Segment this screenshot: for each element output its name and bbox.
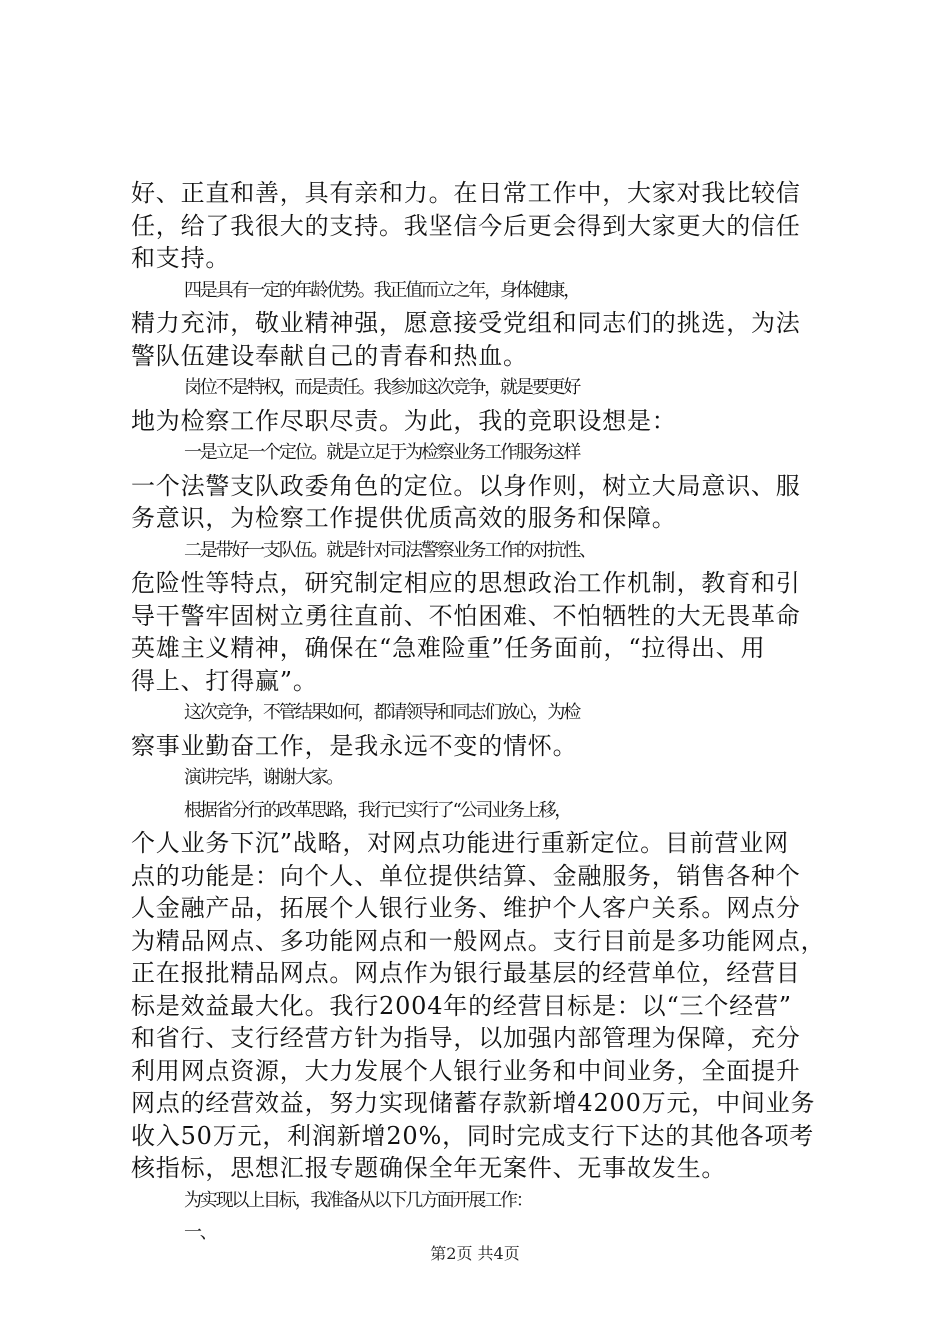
text-line: 和支持。	[131, 244, 231, 272]
page-footer: 第2页 共4页	[430, 1244, 520, 1263]
text-line: 正在报批精品网点。网点作为银行最基层的经营单位，经营目	[131, 959, 801, 987]
text-line: 务意识，为检察工作提供优质高效的服务和保障。	[131, 504, 677, 532]
text-line: 为实现以上目标，我准备从以下几方面开展工作：	[184, 1189, 532, 1211]
text-line: 个人业务下沉”战略，对网点功能进行重新定位。目前营业网	[131, 829, 789, 857]
text-line: 点的功能是：向个人、单位提供结算、金融服务，销售各种个	[131, 861, 801, 890]
text-line: 二是带好一支队伍。就是针对司法警察业务工作的对抗性、	[184, 539, 595, 561]
text-line: 岗位不是特权，而是责任。我参加这次竞争，就是要更好	[184, 377, 579, 398]
text-line: 这次竞争，不管结果如何，都请领导和同志们放心，为检	[184, 702, 579, 723]
text-line: 英雄主义精神，确保在“急难险重”任务面前，“拉得出、用	[131, 634, 766, 662]
text-line: 标是效益最大化。我行2004年的经营目标是：以“三个经营”	[131, 991, 792, 1020]
body-text	[131, 177, 831, 1250]
text-line: 危险性等特点，研究制定相应的思想政治工作机制，教育和引	[131, 569, 801, 597]
text-line: 根据省分行的改革思路，我行已实行了“公司业务上移，	[184, 799, 571, 821]
text-line: 任，给了我很大的支持。我坚信今后更会得到大家更大的信任	[131, 211, 801, 240]
text-line: 利用网点资源，大力发展个人银行业务和中间业务，全面提升	[131, 1056, 801, 1085]
text-line: 核指标，思想汇报专题确保全年无案件、无事故发生。	[131, 1154, 727, 1182]
text-line: 一、	[184, 1222, 216, 1243]
text-line: 得上、打得赢”。	[131, 666, 318, 695]
text-line: 人金融产品，拓展个人银行业务、维护个人客户关系。网点分	[131, 894, 801, 922]
text-line: 察事业勤奋工作，是我永远不变的情怀。	[131, 731, 578, 760]
text-line: 好、正直和善，具有亲和力。在日常工作中，大家对我比较信	[131, 179, 801, 207]
text-line: 警队伍建设奉献自己的青春和热血。	[131, 341, 528, 370]
text-line: 一个法警支队政委角色的定位。以身作则，树立大局意识、服	[131, 471, 801, 500]
text-line: 收入50万元，利润新增20%，同时完成支行下达的其他各项考	[131, 1121, 815, 1150]
text-line: 地为检察工作尽职尽责。为此，我的竞职设想是：	[131, 406, 677, 435]
text-line: 和省行、支行经营方针为指导，以加强内部管理为保障，充分	[131, 1024, 801, 1052]
text-line: 导干警牢固树立勇往直前、不怕困难、不怕牺牲的大无畏革命	[131, 601, 801, 630]
text-line: 网点的经营效益，努力实现储蓄存款新增4200万元，中间业务	[131, 1089, 816, 1117]
text-line: 四是具有一定的年龄优势。我正值而立之年，身体健康，	[184, 279, 579, 301]
text-line: 演讲完毕，谢谢大家。	[184, 767, 342, 788]
text-line: 为精品网点、多功能网点和一般网点。支行目前是多功能网点，	[131, 926, 826, 955]
text-line: 精力充沛，敬业精神强，愿意接受党组和同志们的挑选，为法	[131, 309, 801, 337]
text-line: 一是立足一个定位。就是立足于为检察业务工作服务这样	[184, 442, 579, 463]
